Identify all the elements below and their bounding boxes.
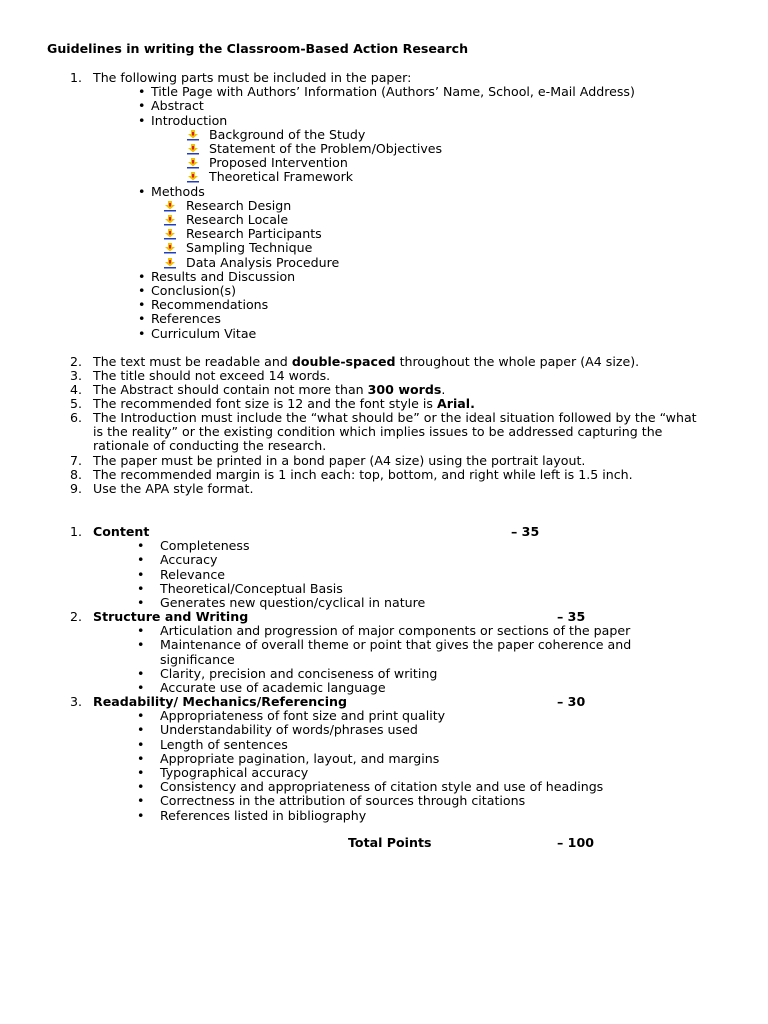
criterion-points: – 30	[557, 694, 586, 709]
arrow-bullet-icon	[163, 242, 177, 254]
rule-7: The paper must be printed in a bond paper (A4 size) using the portrait layout.	[93, 453, 586, 468]
criterion-name: Content	[93, 524, 150, 539]
criterion-item: Length of sentences	[160, 736, 288, 752]
criterion-item: Accurate use of academic language	[160, 680, 386, 695]
dot-bullet-icon: •	[137, 665, 145, 681]
list-number: 2.	[69, 354, 82, 369]
dot-bullet-icon: •	[137, 750, 145, 766]
list-number: 6.	[69, 410, 82, 425]
dot-bullet-icon: •	[137, 765, 145, 780]
required-part-item: References	[151, 311, 221, 327]
rule-3: The title should not exceed 14 words.	[93, 368, 331, 383]
list-number: 3.	[69, 694, 82, 709]
criterion-item: Consistency and appropriateness of citation style and use of headings	[160, 779, 604, 795]
arrow-bullet-icon	[186, 129, 200, 141]
list-number: 9.	[69, 481, 82, 496]
methods-subitem: Research Participants	[186, 226, 322, 242]
arrow-bullet-icon	[163, 228, 177, 240]
introduction-subitem: Proposed Intervention	[209, 155, 348, 171]
dot-bullet-icon: •	[138, 98, 146, 114]
dot-bullet-icon: •	[138, 283, 146, 298]
dot-bullet-icon: •	[138, 311, 146, 327]
dot-bullet-icon: •	[137, 595, 145, 610]
dot-bullet-icon: •	[137, 552, 145, 568]
methods-subitem: Research Locale	[186, 212, 289, 227]
dot-bullet-icon: •	[137, 807, 145, 823]
dot-bullet-icon: •	[137, 566, 145, 582]
arrow-bullet-icon	[186, 157, 200, 169]
dot-bullet-icon: •	[137, 736, 145, 752]
criterion-item: significance	[160, 651, 235, 667]
arrow-bullet-icon	[163, 214, 177, 226]
dot-bullet-icon: •	[138, 325, 146, 341]
list-number: 5.	[69, 396, 82, 411]
criterion-item: Understandability of words/phrases used	[160, 722, 418, 738]
required-part-item: Title Page with Authors’ Information (Authors’ Name, School, e-Mail Address)	[151, 84, 635, 100]
criterion-item: Relevance	[160, 566, 226, 582]
criterion-item: Articulation and progression of major components or sections of the paper	[160, 623, 631, 639]
required-part-item: Methods	[151, 183, 205, 199]
dot-bullet-icon: •	[137, 793, 145, 809]
list-number: 8.	[69, 467, 82, 482]
introduction-subitem: Background of the Study	[209, 126, 366, 142]
criterion-item: Typographical accuracy	[160, 765, 309, 780]
dot-bullet-icon: •	[138, 183, 146, 199]
required-part-item: Curriculum Vitae	[151, 325, 257, 341]
arrow-bullet-icon	[186, 143, 200, 155]
list-number: 2.	[69, 609, 82, 624]
criterion-item: Accuracy	[160, 552, 218, 568]
criterion-item: Generates new question/cyclical in nature	[160, 595, 426, 610]
criterion-item: Clarity, precision and conciseness of writing	[160, 665, 438, 681]
total-points: – 100	[557, 835, 594, 850]
list-number: 4.	[69, 382, 82, 397]
required-part-item: Results and Discussion	[151, 268, 296, 284]
methods-subitem: Data Analysis Procedure	[186, 254, 340, 270]
required-part-item: Conclusion(s)	[151, 283, 237, 298]
dot-bullet-icon: •	[137, 580, 145, 596]
methods-subitem: Research Design	[186, 197, 292, 213]
list-number: 1.	[69, 524, 82, 539]
criterion-item: Correctness in the attribution of sources through citations	[160, 793, 526, 809]
rule-4: The Abstract should contain not more than 300 words.	[93, 382, 446, 397]
parts-intro: The following parts must be included in the paper:	[93, 70, 412, 85]
dot-bullet-icon: •	[137, 623, 145, 639]
rule-2: The text must be readable and double-spaced throughout the whole paper (A4 size).	[93, 354, 640, 369]
criterion-item: Maintenance of overall theme or point that gives the paper coherence and	[160, 637, 632, 653]
dot-bullet-icon: •	[137, 722, 145, 738]
dot-bullet-icon: •	[137, 708, 145, 724]
dot-bullet-icon: •	[138, 268, 146, 284]
introduction-subitem: Statement of the Problem/Objectives	[209, 141, 443, 156]
criterion-name: Structure and Writing	[93, 609, 249, 624]
list-number: 3.	[69, 368, 82, 383]
methods-subitem: Sampling Technique	[186, 240, 313, 256]
dot-bullet-icon: •	[137, 779, 145, 795]
rule-5: The recommended font size is 12 and the font style is Arial.	[93, 396, 475, 411]
rule-9: Use the APA style format.	[93, 481, 254, 496]
criterion-item: References listed in bibliography	[160, 807, 367, 823]
dot-bullet-icon: •	[138, 112, 146, 128]
dot-bullet-icon: •	[138, 297, 146, 313]
required-part-item: Introduction	[151, 112, 228, 128]
criterion-item: Theoretical/Conceptual Basis	[160, 580, 343, 596]
criterion-item: Appropriateness of font size and print quality	[160, 708, 446, 724]
dot-bullet-icon: •	[137, 538, 145, 554]
rule-6-line-2: is the reality” or the existing condition which implies issues to be addressed capturing the	[93, 424, 663, 439]
arrow-bullet-icon	[163, 257, 177, 269]
list-number: 7.	[69, 453, 82, 468]
page-title: Guidelines in writing the Classroom-Based Action Research	[47, 41, 469, 56]
dot-bullet-icon: •	[137, 680, 145, 695]
introduction-subitem: Theoretical Framework	[209, 169, 354, 185]
criterion-points: – 35	[557, 609, 586, 624]
required-part-item: Abstract	[151, 98, 204, 114]
rule-6-line-3: rationale of conducting the research.	[93, 438, 327, 453]
required-part-item: Recommendations	[151, 297, 269, 313]
criterion-item: Appropriate pagination, layout, and margins	[160, 750, 440, 766]
dot-bullet-icon: •	[137, 637, 145, 653]
criterion-item: Completeness	[160, 538, 250, 554]
arrow-bullet-icon	[163, 200, 177, 212]
arrow-bullet-icon	[186, 171, 200, 183]
rule-8: The recommended margin is 1 inch each: top, bottom, and right while left is 1.5 inch.	[93, 467, 633, 482]
dot-bullet-icon: •	[138, 84, 146, 100]
criterion-points: – 35	[511, 524, 540, 539]
total-label: Total Points	[348, 835, 432, 850]
rule-6-line-1: The Introduction must include the “what should be” or the ideal situation followed by the “what	[93, 410, 697, 425]
criterion-name: Readability/ Mechanics/Referencing	[93, 694, 348, 709]
list-number: 1.	[69, 70, 82, 85]
